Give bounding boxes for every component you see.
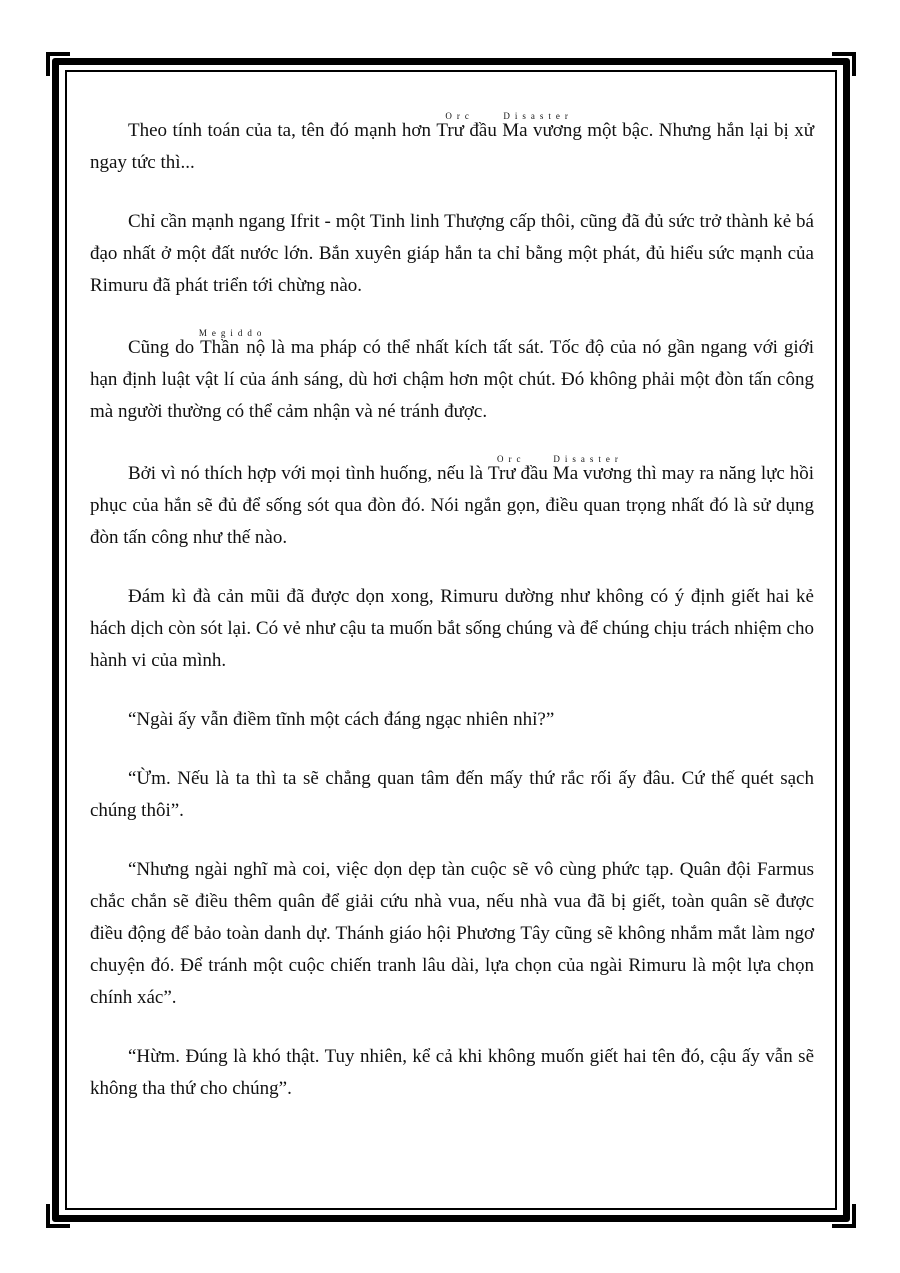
ruby-base: Trư đầu Ma vương [488, 463, 632, 484]
border-corner-bottom-right [832, 1204, 856, 1228]
ruby-annotation: Orc Disaster [436, 111, 582, 121]
ruby-annotation: Megiddo [198, 328, 267, 338]
ruby-annotation: Orc Disaster [488, 454, 632, 464]
text-run: một bậc. Nhưng hắn lại bị xử ngay tức thì... [90, 120, 814, 173]
furigana-orc-disaster [488, 454, 632, 484]
border-corner-bottom-left [46, 1204, 70, 1228]
page-text [90, 112, 814, 1132]
paragraph-5: Đám kì đà cản mũi đã được dọn xong, Rimuru dường như không có ý định giết hai kẻ hách dịch còn sót lại. Có vẻ như cậu ta muốn bắt sống chúng và để chúng chịu trách nhiệm cho hành vi của mình. [90, 586, 814, 671]
paragraph-2: Chỉ cần mạnh ngang Ifrit - một Tinh linh Thượng cấp thôi, cũng đã đủ sức trở thành kẻ bá đạo nhất ở một đất nước lớn. Bắn xuyên giáp hắn ta chỉ bằng một phát, đủ hiểu sức mạnh của Rimuru đã phát triển tới chừng nào. [90, 211, 814, 296]
border-corner-top-left [46, 52, 70, 76]
text-run: Cũng do [128, 337, 201, 358]
text-run: Bởi vì nó thích hợp với mọi tình huống, nếu là [128, 463, 489, 484]
dialogue-line-3: “Nhưng ngài nghĩ mà coi, việc dọn dẹp tàn cuộc sẽ vô cùng phức tạp. Quân đội Farmus chắc chắn sẽ điều thêm quân để giải cứu nhà vua, nếu nhà vua đã bị giết, toàn quân sẽ được điều động để bảo toàn danh dự. Thánh giáo hội Phương Tây cũng sẽ không nhắm mắt làm ngơ chuyện đó. Để tránh một cuộc chiến tranh lâu dài, lựa chọn của ngài Rimuru là một lựa chọn chính xác”. [90, 859, 814, 1008]
dialogue-line-1: “Ngài ấy vẫn điềm tĩnh một cách đáng ngạc nhiên nhỉ?” [128, 709, 555, 730]
paragraph-4 [90, 455, 814, 554]
ruby-base: Thần nộ [198, 337, 267, 358]
dialogue-line-2: “Ừm. Nếu là ta thì ta sẽ chẳng quan tâm đến mấy thứ rắc rối ấy đâu. Cứ thế quét sạch chúng thôi”. [90, 768, 814, 821]
text-run: là ma pháp có thể nhất kích tất sát. Tốc độ của nó gần ngang với giới hạn định luật vật lí của ánh sáng, dù hơi chậm hơn một chút. Đó không phải một đòn tấn công mà người thường có thể cảm nhận và né tránh được. [90, 337, 814, 422]
paragraph-3 [90, 329, 814, 428]
furigana-orc-disaster [436, 111, 582, 141]
dialogue-line-4: “Hừm. Đúng là khó thật. Tuy nhiên, kể cả khi không muốn giết hai tên đó, cậu ấy vẫn sẽ không tha thứ cho chúng”. [90, 1046, 814, 1099]
text-run: thì may ra năng lực hồi phục của hắn sẽ đủ để sống sót qua đòn đó. Nói ngắn gọn, điều quan trọng nhất đó là sử dụng đòn tấn công như thế nào. [90, 463, 814, 548]
text-run: Theo tính toán của ta, tên đó mạnh hơn [128, 120, 437, 141]
furigana-megiddo [198, 328, 267, 358]
border-corner-top-right [832, 52, 856, 76]
ruby-base: Trư đầu Ma vương [436, 120, 582, 141]
paragraph-1 [90, 112, 814, 179]
